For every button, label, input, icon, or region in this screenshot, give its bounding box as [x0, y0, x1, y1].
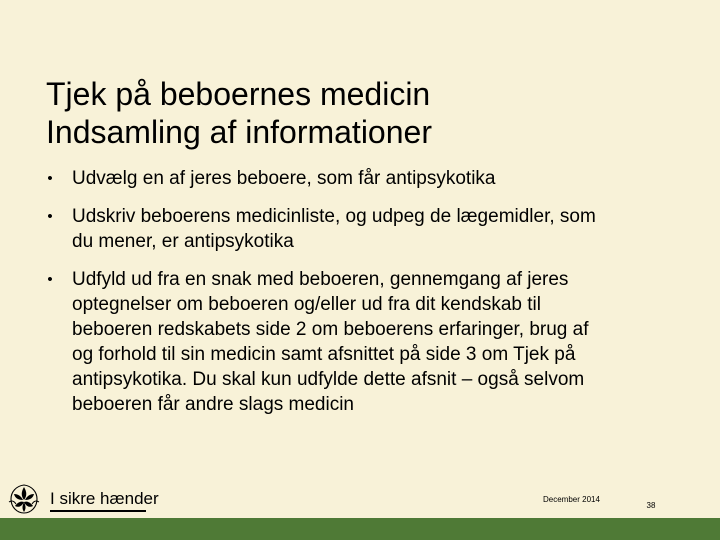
title-line-2: Indsamling af informationer	[46, 114, 432, 151]
logo	[6, 482, 159, 516]
bullet-item-1	[42, 166, 692, 191]
logo-underline	[50, 510, 146, 512]
bullet-3-line-3: beboeren redskabets side 2 om beboerens erfaringer, brug af	[72, 319, 589, 340]
title-line-1: Tjek på beboernes medicin	[46, 76, 431, 113]
bullet-marker: •	[47, 271, 53, 288]
bottom-green-bar	[0, 518, 720, 540]
bullet-2-line-1: Udskriv beboerens medicinliste, og udpeg de lægemidler, som	[72, 206, 596, 227]
bullet-3-line-2: optegnelser om beboeren og/eller ud fra dit kendskab til	[72, 294, 541, 315]
bullet-3-line-1: Udfyld ud fra en snak med beboeren, gennemgang af jeres	[72, 269, 569, 290]
bullet-marker: •	[47, 208, 53, 225]
bullet-marker: •	[47, 170, 53, 187]
leaf-pattern-icon	[6, 482, 42, 516]
logo-text: I sikre hænder	[50, 489, 159, 508]
bullet-item-3	[42, 267, 692, 417]
slide-title	[46, 75, 686, 151]
page-number: 38	[646, 501, 656, 510]
footer-date: December 2014	[543, 495, 600, 504]
bullet-list	[42, 166, 692, 430]
bullet-2-line-2: du mener, er antipsykotika	[72, 231, 294, 252]
bullet-3-line-5: antipsykotika. Du skal kun udfylde dette afsnit – også selvom	[72, 369, 585, 390]
bullet-3-line-6: beboeren får andre slags medicin	[72, 394, 355, 415]
bullet-item-2	[42, 204, 692, 254]
bullet-1-line-1: Udvælg en af jeres beboere, som får antipsykotika	[72, 168, 496, 189]
bullet-3-line-4: og forhold til sin medicin samt afsnittet på side 3 om Tjek på	[72, 344, 576, 365]
